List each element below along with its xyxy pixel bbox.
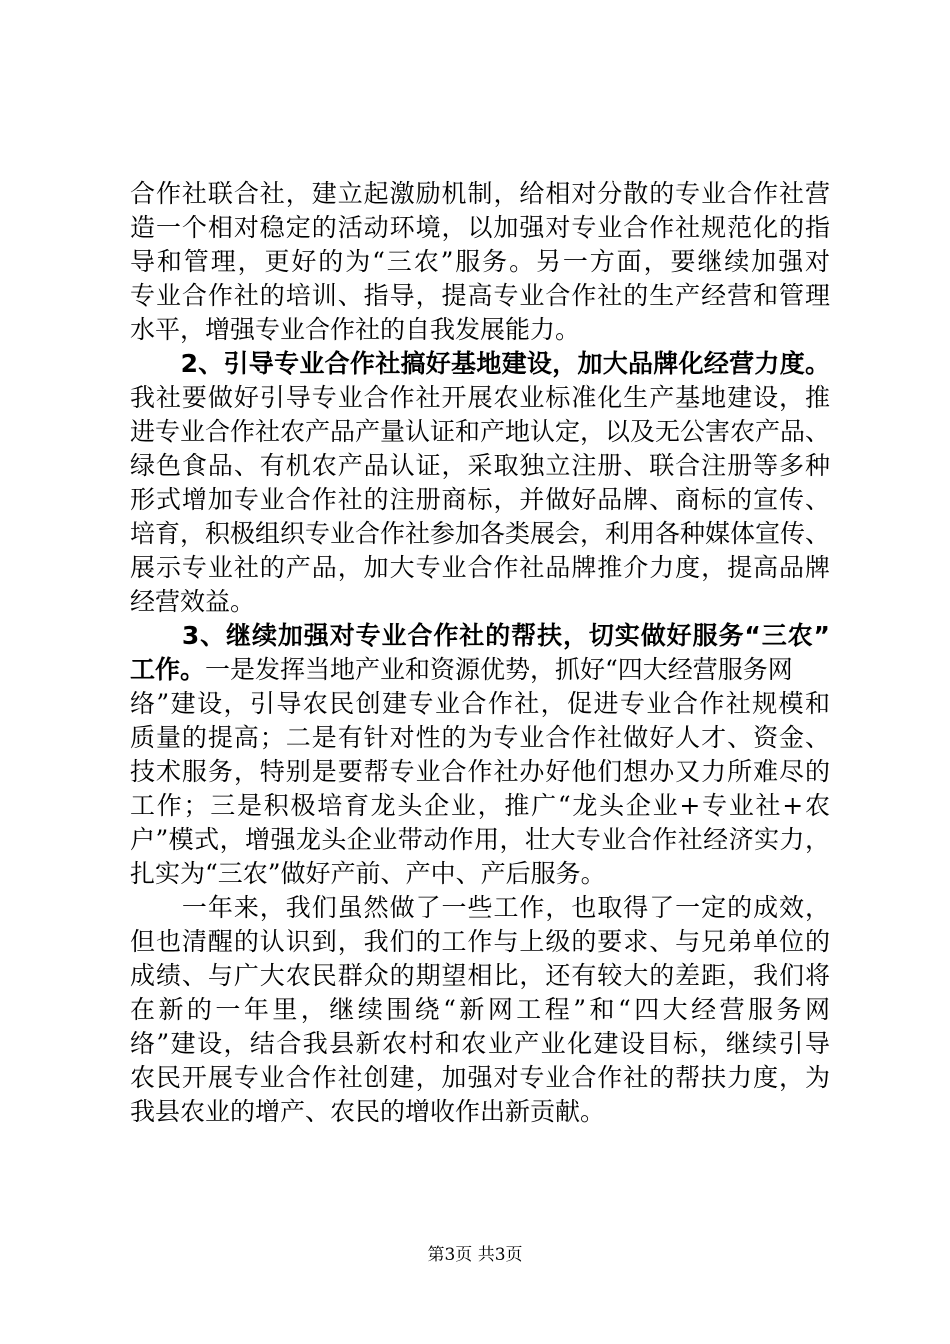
paragraph-line	[130, 653, 830, 687]
paragraph-line: 展示专业社的产品，加大专业合作社品牌推介力度，提高品牌	[130, 553, 830, 582]
paragraph-text: 一是发挥当地产业和资源优势，抓好“四大经营服务网	[205, 655, 793, 684]
paragraph-line: 络”建设，引导农民创建专业合作社，促进专业合作社规模和	[130, 689, 830, 718]
paragraph-line: 经营效益。	[130, 587, 256, 616]
paragraph-line: 在新的一年里，继续围绕“新网工程”和“四大经营服务网	[130, 995, 830, 1024]
paragraph-line: 合作社联合社，建立起激励机制，给相对分散的专业合作社营	[130, 179, 830, 208]
paragraph-line: 质量的提高；二是有针对性的为专业合作社做好人才、资金、	[130, 723, 830, 752]
paragraph-line: 技术服务，特别是要帮专业合作社办好他们想办又力所难尽的	[130, 757, 830, 786]
paragraph-line: 进专业合作社农产品产量认证和产地认定，以及无公害农产品、	[130, 417, 830, 446]
paragraph-line: 培育，积极组织专业合作社参加各类展会，利用各种媒体宣传、	[130, 519, 830, 548]
paragraph-line: 水平，增强专业合作社的自我发展能力。	[130, 315, 581, 344]
paragraph-line: 专业合作社的培训、指导，提高专业合作社的生产经营和管理	[130, 281, 830, 310]
paragraph-line: 户”模式，增强龙头企业带动作用，壮大专业合作社经济实力，	[130, 825, 830, 854]
paragraph-line: 一年来，我们虽然做了一些工作，也取得了一定的成效，	[130, 893, 830, 922]
paragraph-line: 我县农业的增产、农民的增收作出新贡献。	[130, 1097, 606, 1126]
page-footer: 第3页 共3页	[427, 1245, 523, 1265]
paragraph-line: 但也清醒的认识到，我们的工作与上级的要求、与兄弟单位的	[130, 927, 830, 956]
paragraph-line: 形式增加专业合作社的注册商标，并做好品牌、商标的宣传、	[130, 485, 830, 514]
paragraph-line: 绿色食品、有机农产品认证，采取独立注册、联合注册等多种	[130, 451, 830, 480]
section-heading-3: 3、继续加强对专业合作社的帮扶，切实做好服务“三农”	[130, 621, 830, 650]
paragraph-line: 农民开展专业合作社创建，加强对专业合作社的帮扶力度，为	[130, 1063, 830, 1092]
paragraph-line: 导和管理，更好的为“三农”服务。另一方面，要继续加强对	[130, 247, 830, 276]
paragraph-line: 扎实为“三农”做好产前、产中、产后服务。	[130, 859, 606, 888]
paragraph-line: 成绩、与广大农民群众的期望相比，还有较大的差距，我们将	[130, 961, 830, 990]
paragraph-line: 络”建设，结合我县新农村和农业产业化建设目标，继续引导	[130, 1029, 830, 1058]
paragraph-line: 工作；三是积极培育龙头企业，推广“龙头企业+专业社+农	[130, 791, 830, 820]
paragraph-line: 我社要做好引导专业合作社开展农业标准化生产基地建设，推	[130, 383, 830, 412]
section-heading-3-end: 工作。	[130, 655, 206, 684]
paragraph-line: 造一个相对稳定的活动环境，以加强对专业合作社规范化的指	[130, 213, 830, 242]
section-heading-2: 2、引导专业合作社搞好基地建设，加大品牌化经营力度。	[130, 349, 830, 378]
